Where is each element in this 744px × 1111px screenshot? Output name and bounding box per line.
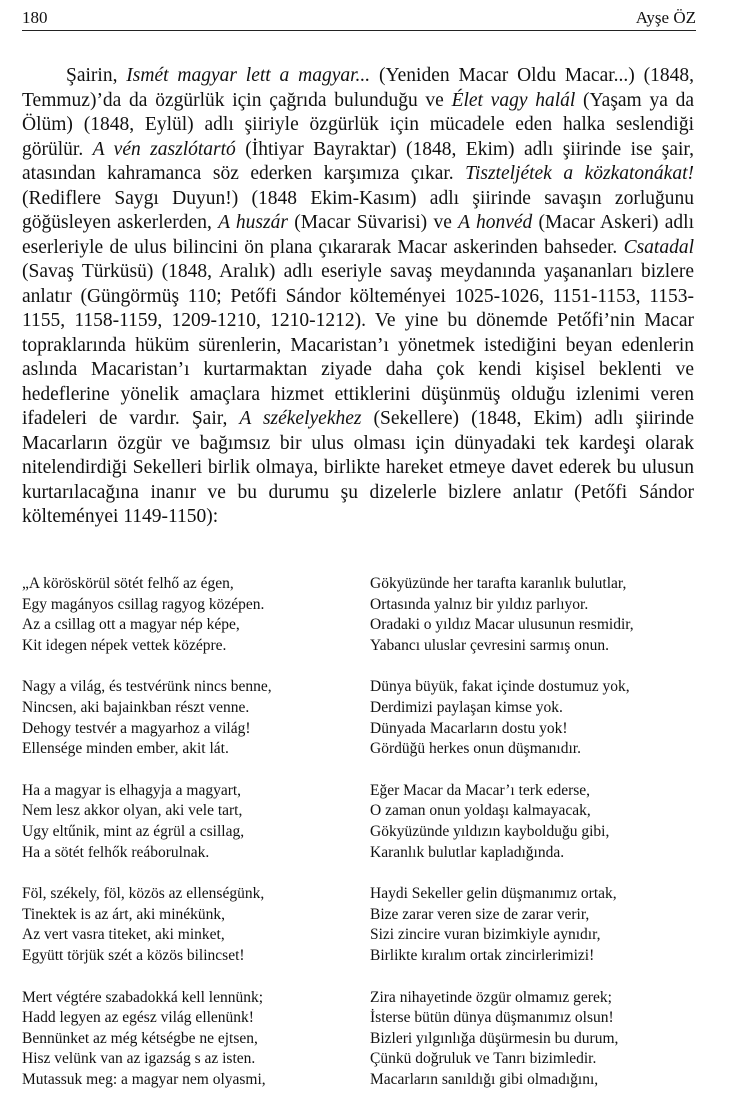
poem-turkish-stanza — [370, 677, 720, 759]
italic-title: Tiszteljétek a közkatonákat! — [465, 163, 694, 184]
poem-turkish-line: Haydi Sekeller gelin düşmanımız ortak, — [370, 885, 617, 903]
text-run: (Rediflere Saygı Duyun!) (1848 Ekim-Kasım) adlı şiirinde savaşın zorluğunu göğüsleyen askerlerden, — [22, 187, 694, 233]
italic-title: Élet vagy halál — [451, 89, 576, 111]
body-paragraph — [22, 64, 694, 530]
italic-title: A székelyekhez — [239, 408, 362, 429]
poem-hungarian-line: Mert végtére szabadokká kell lennünk; — [22, 988, 264, 1006]
poem-hungarian-line: Nem lesz akkor olyan, aki vele tart, — [22, 802, 243, 820]
text-run: Şairin, — [66, 65, 127, 86]
italic-title: Csatadal — [623, 236, 694, 258]
poem-turkish-line: Dünyada Macarların dostu yok! — [370, 719, 568, 737]
poem-hungarian-line: Ellensége minden ember, akit lát. — [22, 740, 229, 758]
poem-hungarian-line: Nincsen, aki bajainkban részt venne. — [22, 698, 250, 716]
poem-turkish-line: Gökyüzünde yıldızın kaybolduğu gibi, — [370, 822, 610, 840]
italic-title: A huszár — [218, 212, 288, 233]
poem-hungarian-line: Ha a sötét felhők reáborulnak. — [22, 843, 210, 861]
poem-turkish-line: Gökyüzünde her tarafta karanlık bulutlar, — [370, 575, 627, 592]
poem-turkish-stanza — [370, 781, 720, 863]
poem-hungarian-line: Nagy a világ, és testvérünk nincs benne, — [22, 678, 272, 696]
page-header — [22, 6, 696, 31]
poem-hungarian-stanza — [22, 988, 352, 1091]
poem-turkish-line: Gördüğü herkes onun düşmanıdır. — [370, 740, 581, 758]
poem-turkish-stanza — [370, 988, 720, 1091]
poem-hungarian-stanza — [22, 677, 352, 759]
poem-hungarian-line: Hadd legyen az egész világ ellenünk! — [22, 1009, 254, 1027]
text-run: (Macar Süvarisi) ve — [287, 212, 459, 233]
poem-turkish-column — [370, 574, 720, 1111]
poem-hungarian-column — [22, 574, 352, 1111]
italic-title: Ismét magyar lett a magyar... — [126, 65, 371, 86]
poem-turkish-line: Karanlık bulutlar kapladığında. — [370, 843, 565, 861]
poem-hungarian-line: Tinektek is az árt, aki minékünk, — [22, 905, 226, 923]
poem-turkish-line: Sizi zincire vuran bizimkiyle aynıdır, — [370, 926, 601, 944]
text-run: (Sekellere) (1848, Ekim) adlı şiirinde Macarların özgür ve bağımsız bir ulus olması için dünyadaki tek kardeşi olarak nitelendirdiği Sekelleri birlik olmaya, birlikte hareket etmeye davet ederek bu ulusun kurtarılacağına inanır ve bu durumu şu dizelerle bizlere anlatır (Petőfi Sándor költeményei 1149-1150): — [22, 408, 694, 527]
poem-turkish-line: Derdimizi paylaşan kimse yok. — [370, 698, 563, 716]
poem-turkish-stanza — [370, 884, 720, 966]
text-run: (Savaş Türküsü) (1848, Aralık) adlı eseriyle savaş meydanında yaşananları bizlere anlatır (Güngörmüş 110; Petőfi Sándor költeményei 1025-1026, 1151-1153, 1153-1155, 1158-1159, 1209-1210, 1210-1212). Ve yine bu dönemde Petőfi’nin Macar topraklarında hüküm sürenlerin, Macaristan’ı yönetmek istediğini beyan edenlerin aslında Macaristan’ı kurtarmaktan ziyade daha çok kendi kişisel beklenti ve hedeflerine yönelik amaçlara hizmet ettiklerini düşünmüş olduğu izlenimi veren ifadeleri de vardır. Şair, — [22, 261, 694, 429]
poem-turkish-line: İsterse bütün dünya düşmanımız olsun! — [370, 1009, 614, 1027]
poem-turkish-line: Yabancı uluslar çevresini sarmış onun. — [370, 636, 610, 654]
poem-turkish-line: Ortasında yalnız bir yıldız parlıyor. — [370, 595, 589, 613]
text-run: (Yeniden Macar Oldu Macar...) (1848, Temmuz)’da da özgürlük için çağrıda bulunduğu ve — [22, 65, 694, 111]
poem-turkish-line: Macarların sanıldığı gibi olmadığını, — [370, 1070, 599, 1088]
poem-turkish-line: Birlikte kıralım ortak zincirlerimizi! — [370, 946, 595, 964]
poem-hungarian-line: Föl, székely, föl, közös az ellenségünk, — [22, 885, 265, 903]
body-text — [22, 64, 694, 530]
running-head: Ayşe ÖZ — [635, 8, 696, 27]
poem-hungarian-line: Egy magányos csillag ragyog középen. — [22, 595, 265, 613]
poem-hungarian-line: „A köröskörül sötét felhő az égen, — [22, 575, 234, 592]
italic-title: A vén zaszlótartó — [92, 138, 236, 160]
poem-hungarian-stanza — [22, 781, 352, 863]
poem-turkish-line: Dünya büyük, fakat içinde dostumuz yok, — [370, 678, 630, 696]
poem-hungarian-stanza — [22, 574, 352, 656]
poem-hungarian-line: Az a csillag ott a magyar nép képe, — [22, 616, 240, 634]
poem-turkish-line: Eğer Macar da Macar’ı terk ederse, — [370, 781, 591, 799]
poem-turkish-line: Zira nihayetinde özgür olmamız gerek; — [370, 988, 612, 1006]
page-number: 180 — [22, 8, 48, 27]
poem-hungarian-line: Ha a magyar is elhagyja a magyart, — [22, 781, 242, 799]
poem-turkish-line: Oradaki o yıldız Macar ulusunun resmidir, — [370, 616, 634, 634]
poem-hungarian-stanza — [22, 884, 352, 966]
poem-hungarian-line: Dehogy testvér a magyarhoz a világ! — [22, 719, 251, 737]
poem-turkish-stanza — [370, 574, 720, 656]
poem-turkish-line: Çünkü doğruluk ve Tanrı bizimledir. — [370, 1050, 597, 1068]
text-run: (İhtiyar Bayraktar) (1848, Ekim) adlı şiirinde ise şair, atasından kahramanca söz ederken karşımıza çıkar. — [22, 138, 694, 184]
poem-turkish-line: O zaman onun yoldaşı kalmayacak, — [370, 802, 591, 820]
poem-hungarian-line: Hisz velünk van az igazság s az isten. — [22, 1050, 256, 1068]
poem-hungarian-line: Bennünket az még kétségbe ne ejtsen, — [22, 1029, 258, 1047]
italic-title: A honvéd — [458, 212, 533, 233]
poem-hungarian-line: Ugy eltűnik, mint az égrül a csillag, — [22, 822, 245, 840]
poem-hungarian-line: Mutassuk meg: a magyar nem olyasmi, — [22, 1070, 266, 1088]
poem-hungarian-line: Együtt törjük szét a közös bilincset! — [22, 946, 245, 964]
text-run: (Macar Askeri) adlı eserleriyle de ulus bilincini ön plana çıkararak Macar askerinden bahseder. — [22, 212, 695, 258]
poem-hungarian-line: Az vert vasra titeket, aki minket, — [22, 926, 225, 944]
poem-turkish-line: Bize zarar veren size de zarar verir, — [370, 905, 590, 923]
text-run: (Yaşam ya da Ölüm) (1848, Eylül) adlı şiiriyle özgürlük için mücadele eden halka seslendiği görülür. — [22, 89, 694, 160]
poem-turkish-line: Bizleri yılgınlığa düşürmesin bu durum, — [370, 1029, 619, 1047]
poem-hungarian-line: Kit idegen népek vettek középre. — [22, 636, 227, 654]
